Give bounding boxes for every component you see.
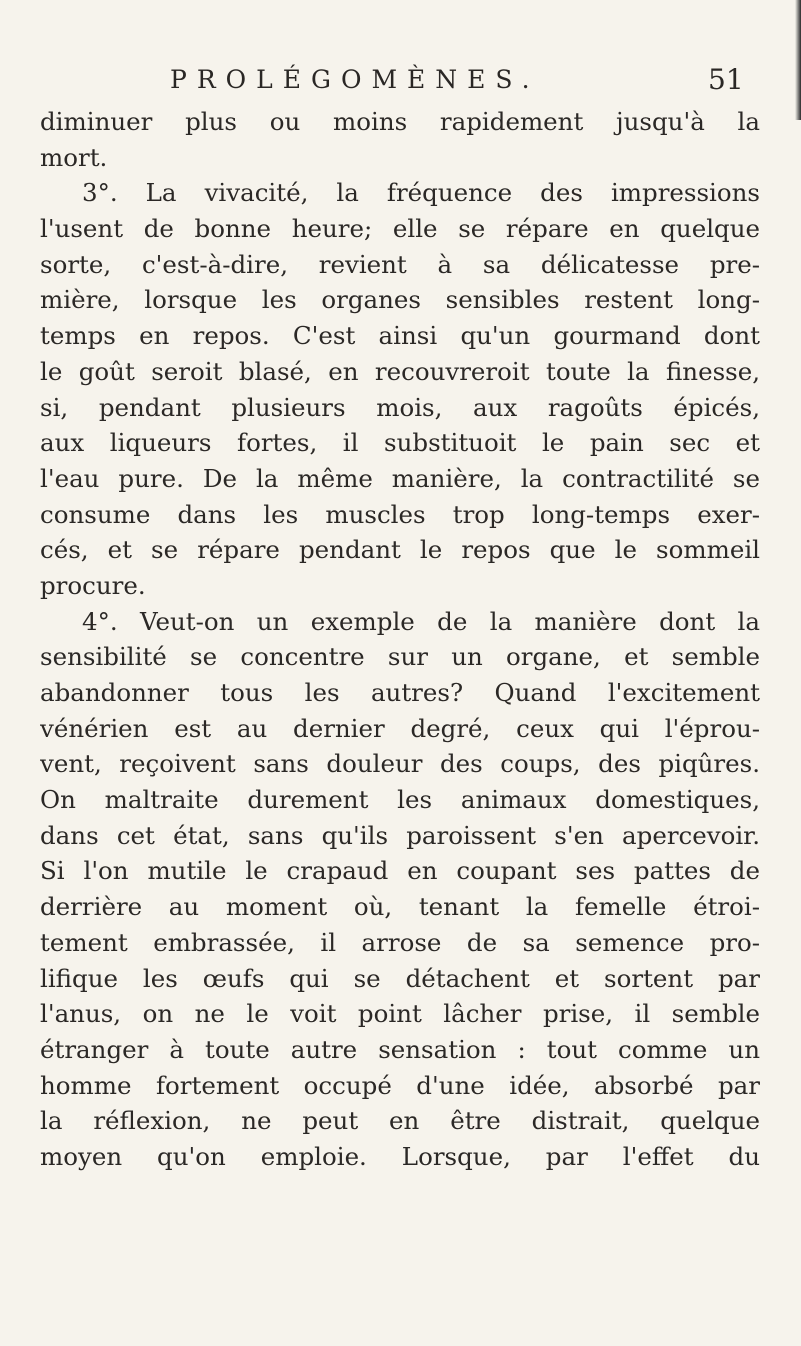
text-line: si, pendant plusieurs mois, aux ragoûts épicés, bbox=[40, 392, 760, 422]
text-line: aux liqueurs fortes, il substituoit le pain sec et bbox=[40, 428, 760, 458]
text-line: sensibilité se concentre sur un organe, et semble bbox=[40, 642, 760, 672]
text-line: mière, lorsque les organes sensibles restent long- bbox=[40, 285, 760, 315]
text-line: mort. bbox=[40, 142, 108, 172]
text-line: abandonner tous les autres? Quand l'excitement bbox=[40, 678, 760, 707]
text-line: 4°. Veut-on un exemple de la manière dont la bbox=[82, 606, 760, 636]
body-text bbox=[40, 104, 760, 1175]
text-line: sorte, c'est-à-dire, revient à sa délicatesse pre- bbox=[40, 249, 760, 279]
text-line: homme fortement occupé d'une idée, absorbé par bbox=[40, 1070, 760, 1100]
text-line: l'usent de bonne heure; elle se répare en quelque bbox=[40, 214, 760, 244]
page-header bbox=[0, 62, 801, 98]
text-line: moyen qu'on emploie. Lorsque, par l'effet du bbox=[40, 1141, 760, 1171]
text-line: la réflexion, ne peut en être distrait, quelque bbox=[40, 1106, 760, 1136]
text-line: derrière au moment où, tenant la femelle étroi- bbox=[40, 892, 760, 922]
page-edge-shadow bbox=[795, 0, 801, 120]
text-line: On maltraite durement les animaux domestiques, bbox=[40, 785, 760, 815]
text-line: consume dans les muscles trop long-temps exer- bbox=[40, 499, 760, 529]
text-line: lifique les œufs qui se détachent et sortent par bbox=[40, 963, 760, 993]
page-number: 51 bbox=[708, 63, 744, 96]
text-line: l'eau pure. De la même manière, la contractilité se bbox=[40, 463, 760, 493]
running-head: PROLÉGOMÈNES. bbox=[170, 65, 540, 94]
text-line: dans cet état, sans qu'ils paroissent s'en apercevoir. bbox=[40, 820, 760, 850]
text-line: vent, reçoivent sans douleur des coups, des piqûres. bbox=[40, 749, 760, 779]
text-line: étranger à toute autre sensation : tout comme un bbox=[40, 1034, 760, 1064]
text-line: vénérien est au dernier degré, ceux qui l'éprou- bbox=[40, 713, 760, 743]
text-line: Si l'on mutile le crapaud en coupant ses pattes de bbox=[40, 856, 760, 886]
text-line: diminuer plus ou moins rapidement jusqu'à la bbox=[40, 107, 760, 136]
text-line: temps en repos. C'est ainsi qu'un gourmand dont bbox=[40, 321, 760, 351]
text-line: 3°. La vivacité, la fréquence des impressions bbox=[82, 178, 760, 208]
text-line: le goût seroit blasé, en recouvreroit toute la finesse, bbox=[40, 356, 760, 386]
text-line: l'anus, on ne le voit point lâcher prise, il semble bbox=[40, 999, 760, 1029]
text-line: cés, et se répare pendant le repos que le sommeil bbox=[40, 535, 760, 565]
text-line: procure. bbox=[40, 570, 146, 600]
text-line: tement embrassée, il arrose de sa semence pro- bbox=[40, 927, 760, 957]
